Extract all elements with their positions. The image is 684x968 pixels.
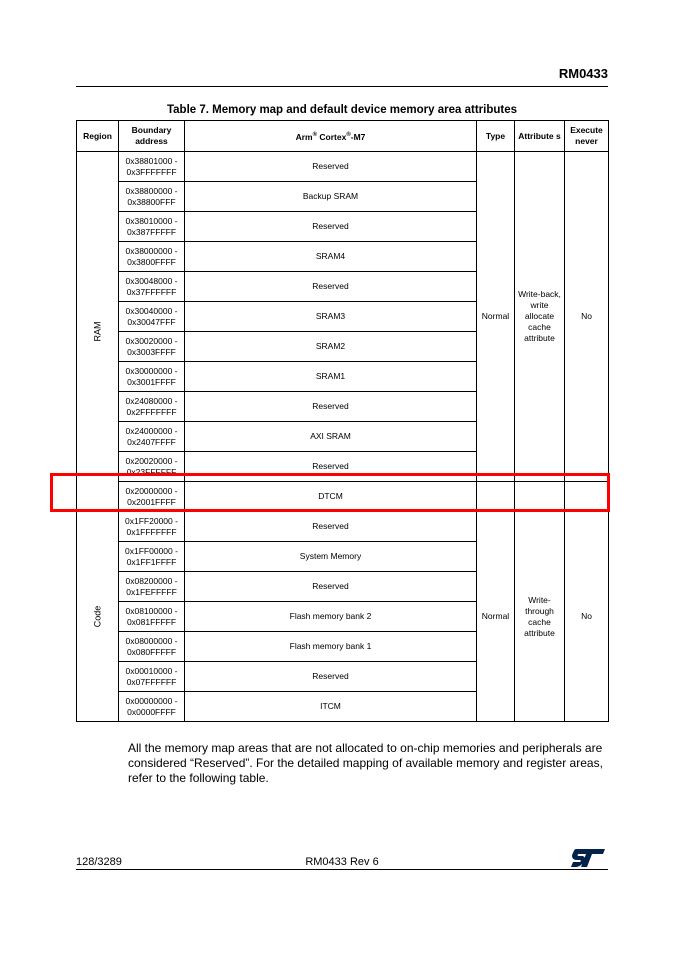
boundary-address: 0x38800000 - 0x38800FFF — [119, 182, 185, 212]
boundary-address: 0x24000000 - 0x2407FFFF — [119, 422, 185, 452]
header-type: Type — [477, 121, 515, 152]
header-cortex-text: Cortex — [317, 131, 347, 142]
boundary-address: 0x38801000 - 0x3FFFFFFF — [119, 152, 185, 182]
memory-area-name: ITCM — [185, 692, 477, 722]
type-cell: Normal — [477, 512, 515, 722]
attributes-cell: Write-through cache attribute — [515, 512, 565, 722]
memory-area-name: Reserved — [185, 572, 477, 602]
region-cell-code — [77, 512, 119, 722]
registered-mark: ® — [346, 131, 351, 138]
memory-area-name: Reserved — [185, 212, 477, 242]
boundary-address: 0x38010000 - 0x387FFFFF — [119, 212, 185, 242]
boundary-address: 0x08200000 - 0x1FEFFFFF — [119, 572, 185, 602]
memory-area-name: Reserved — [185, 152, 477, 182]
memory-area-name: Reserved — [185, 452, 477, 482]
boundary-address: 0x30048000 - 0x37FFFFFF — [119, 272, 185, 302]
footer-rule — [76, 869, 608, 870]
boundary-address: 0x08000000 - 0x080FFFFF — [119, 632, 185, 662]
memory-area-name: SRAM3 — [185, 302, 477, 332]
header-execute-never: Execute never — [565, 121, 609, 152]
memory-area-name: Flash memory bank 2 — [185, 602, 477, 632]
memory-area-name: Flash memory bank 1 — [185, 632, 477, 662]
boundary-address: 0x00010000 - 0x07FFFFFF — [119, 662, 185, 692]
boundary-address: 0x30020000 - 0x3003FFFF — [119, 332, 185, 362]
highlight-box — [50, 473, 610, 512]
header-rule — [76, 86, 608, 87]
boundary-address: 0x1FF00000 - 0x1FF1FFFF — [119, 542, 185, 572]
region-cell-ram — [77, 152, 119, 512]
header-m7-text: -M7 — [350, 131, 366, 142]
memory-area-name: AXI SRAM — [185, 422, 477, 452]
memory-area-name: Reserved — [185, 662, 477, 692]
table-title: Table 7. Memory map and default device memory area attributes — [166, 104, 517, 116]
type-cell: Normal — [477, 152, 515, 482]
boundary-address: 0x20020000 - 0x23FFFFFF — [119, 452, 185, 482]
memory-area-name: Reserved — [185, 392, 477, 422]
boundary-address: 0x24080000 - 0x2FFFFFFF — [119, 392, 185, 422]
header-arm-text: Arm — [295, 131, 313, 142]
memory-area-name: Backup SRAM — [185, 182, 477, 212]
memory-area-name: DTCM — [185, 482, 477, 512]
header-boundary-address: Boundary address — [119, 121, 185, 152]
revision-label: RM0433 Rev 6 — [305, 856, 379, 868]
registered-mark: ® — [312, 131, 318, 138]
memory-area-name: SRAM1 — [185, 362, 477, 392]
document-id: RM0433 — [558, 66, 608, 81]
boundary-address: 0x1FF20000 - 0x1FFFFFFF — [119, 512, 185, 542]
boundary-address: 0x30000000 - 0x3001FFFF — [119, 362, 185, 392]
boundary-address: 0x08100000 - 0x081FFFFF — [119, 602, 185, 632]
memory-area-name: Reserved — [185, 512, 477, 542]
header-arm-cortex-m7 — [185, 121, 477, 152]
boundary-address: 0x38000000 - 0x3800FFFF — [119, 242, 185, 272]
execute-never-cell: No — [565, 152, 609, 482]
execute-never-cell: No — [565, 512, 609, 722]
attributes-cell: Write-back, write allocate cache attribute — [515, 152, 565, 482]
boundary-address: 0x20000000 - 0x2001FFFF — [119, 482, 185, 512]
memory-map-table — [76, 120, 609, 722]
memory-area-name: System Memory — [185, 542, 477, 572]
table-row — [77, 152, 609, 182]
table-header-row — [77, 121, 609, 152]
header-attributes: Attribute s — [515, 121, 565, 152]
boundary-address: 0x30040000 - 0x30047FFF — [119, 302, 185, 332]
region-label: RAM — [92, 321, 102, 342]
memory-area-name: SRAM4 — [185, 242, 477, 272]
body-paragraph: All the memory map areas that are not allocated to on-chip memories and peripherals are considered “Reserved”. For the detailed mapping of available memory and register areas, refer to the following table. — [128, 741, 603, 785]
boundary-address: 0x00000000 - 0x0000FFFF — [119, 692, 185, 722]
header-region: Region — [77, 121, 119, 152]
table-row — [77, 512, 609, 542]
st-logo-icon — [570, 848, 606, 868]
page-number: 128/3289 — [76, 856, 122, 868]
memory-area-name: SRAM2 — [185, 332, 477, 362]
region-label: Code — [91, 605, 102, 628]
memory-area-name: Reserved — [185, 272, 477, 302]
